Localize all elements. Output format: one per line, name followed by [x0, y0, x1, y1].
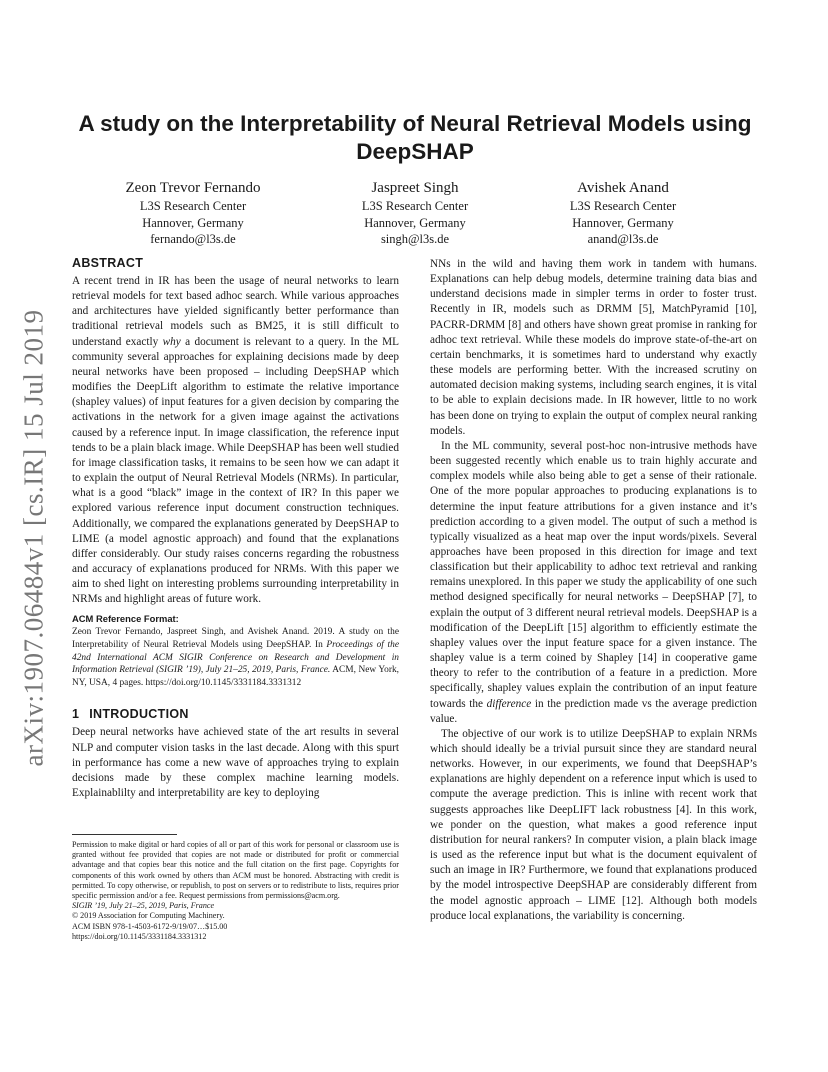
author-affiliation: L3S Research Center	[569, 199, 677, 213]
isbn: ACM ISBN 978-1-4503-6172-9/19/07…$15.00	[72, 921, 228, 931]
author-email: fernando@l3s.de	[150, 232, 236, 246]
introduction-paragraph: NNs in the wild and having them work in tandem with humans. Explanations can help debug models, determine training data bias and understand decisions made in simpler terms in order to foster trust. Recently in IR, models such as DRMM [5], MatchPyramid [10], PACRR-DRMM [8] and others have shown great promise in ranking for adhoc text retrieval. While these models do improve state-of-the-art on certain benchmarks, it is sometimes hard to understand why exactly these models are performing better. With the increased scrutiny on automated decision making systems, including search engines, it is vital to be able to explain decisions made. In IR however, little to no work has been done on trying to explain the output of complex neural ranking models.	[430, 258, 757, 437]
permission-notice: Permission to make digital or hard copies of all or part of this work for personal or classroom use is granted without fee provided that copies are not made or distributed for profit or commercial advantage and that copies bear this notice and the full citation on the first page. Copyrights for components of this work owned by others than ACM must be honored. Abstracting with credit is permitted. To copy otherwise, or republish, to post on servers or to redistribute to lists, requires prior specific permission and/or a fee. Request permissions from permissions@acm.org.	[72, 840, 399, 901]
author-email: anand@l3s.de	[587, 232, 659, 246]
copyright-notice: © 2019 Association for Computing Machinery.	[72, 911, 225, 921]
reference-format-heading: ACM Reference Format:	[72, 613, 179, 625]
introduction-heading: 1 INTRODUCTION	[72, 707, 189, 722]
author-block	[518, 179, 728, 248]
right-column	[430, 257, 757, 924]
doi-link[interactable]: https://doi.org/10.1145/3331184.3331312	[72, 931, 207, 941]
acm-reference-format	[72, 613, 399, 689]
author-location: Hannover, Germany	[364, 215, 466, 230]
author-name: Avishek Anand	[577, 180, 669, 196]
author-location: Hannover, Germany	[572, 215, 674, 230]
arxiv-identifier-stamp: arXiv:1907.06484v1 [cs.IR] 15 Jul 2019	[18, 309, 49, 767]
paper-title: A study on the Interpretability of Neural Retrieval Models using DeepSHAP	[78, 111, 752, 164]
left-column	[72, 256, 399, 801]
abstract-heading: ABSTRACT	[72, 256, 144, 270]
author-block	[88, 179, 298, 248]
introduction-paragraph: The objective of our work is to utilize DeepSHAP to explain NRMs which should ideally be a trivial pursuit since they are standard neural networks. However, in our experiments, we found that DeepSHAP’s explanations are highly dependent on a reference input which is used to compute the average prediction. This is inline with recent work that suggests approaches like DeepLIFT lack robustness [4]. In this work, we ponder on the question, what makes a good reference input distribution for neural rankers? In computer vision, a plain black image is used as the reference input but what is the document equivalent of such an image in IR? Furthermore, we found that explanations produced by the model introspective DeepSHAP are considerably different from the model agnostic approach – LIME [12]. Although both models produce local explanations, the variability is concerning.	[430, 727, 757, 922]
author-affiliation: L3S Research Center	[139, 199, 247, 213]
author-affiliation: L3S Research Center	[361, 199, 469, 213]
abstract-text: A recent trend in IR has been the usage of neural networks to learn retrieval models for text based adhoc search. While various approaches and architectures have yielded significantly better performance than traditional retrieval models such as BM25, it is still difficult to understand exactly why a document is relevant to a query. In the ML community several approaches for explaining decisions made by deep neural networks have been proposed – including DeepSHAP which modifies the DeepLift algorithm to estimate the relative importance (shapley values) of input features for a given decision by comparing the activations in the network for a given image against the activations caused by a reference input. In image classification, the reference input tends to be a plain black image. While DeepSHAP has been well studied for image classification tasks, it remains to be seen how we can adapt it to explain the output of Neural Retrieval Models (NRMs). In particular, what is a good “black” image in the context of IR? In this paper we explored various reference input document construction techniques. Additionally, we compared the explanations generated by DeepSHAP to LIME (a model agnostic approach) and found that the explanations differ considerably. Our study raises concerns regarding the robustness and accuracy of explanations produced for NRMs. With this paper we aim to shed light on interesting problems surrounding interpretability in NRMs and highlight areas of future work.	[72, 275, 399, 606]
conference-venue: SIGIR ’19, July 21–25, 2019, Paris, France	[72, 901, 215, 911]
author-email: singh@l3s.de	[380, 232, 450, 246]
introduction-text-left: Deep neural networks have achieved state of the art results in several NLP and computer vision tasks in the last decade. Along with this spurt in performance has come a new wave of approaches trying to explain decisions made by these complex machine learning models. Explainablilty and interpretability are key to deploying	[72, 726, 399, 800]
reference-format-text: Zeon Trevor Fernando, Jaspreet Singh, and Avishek Anand. 2019. A study on the Interpretability of Neural Retrieval Models using DeepSHAP. In Proceedings of the 42nd International ACM SIGIR Conference on Research and Development in Information Retrieval (SIGIR ’19), July 21–25, 2019, Paris, France. ACM, New York, NY, USA, 4 pages. https://doi.org/10.1145/3331184.3331312	[72, 627, 399, 688]
footnote-divider	[72, 834, 177, 835]
author-name: Jaspreet Singh	[371, 180, 459, 196]
introduction-paragraph: In the ML community, several post-hoc non-intrusive methods have been suggested recently which enable us to train highly accurate and complex models while also being able to get a sense of their rationale. One of the more popular approaches to producing explanations is to determine the input feature attributions for a given instance and it’s prediction according to a given model. The output of such a method is typically visualized as a heat map over the input words/pixels. Several approaches have been proposed in this direction for image and text classification but their applicability to adhoc text retrieval and ranking remains unexplored. In this paper we study the applicability of one such method designed specifically for neural networks – DeepSHAP [7], to explain the output of 3 different neural retrieval models. DeepSHAP is a modification of the DeepLift [15] algorithm to efficiently estimate the shapley values over the input feature space for a given instance. The shapley value is a term coined by Shapley [14] in cooperative game theory to refer to the contribution of a feature in a prediction. More specifically, shapley values explain the contribution of an input feature towards the difference in the prediction made vs the average prediction value.	[430, 439, 757, 725]
author-location: Hannover, Germany	[142, 215, 244, 230]
permission-footnote	[72, 840, 399, 942]
author-block	[310, 179, 520, 248]
author-name: Zeon Trevor Fernando	[125, 180, 261, 196]
